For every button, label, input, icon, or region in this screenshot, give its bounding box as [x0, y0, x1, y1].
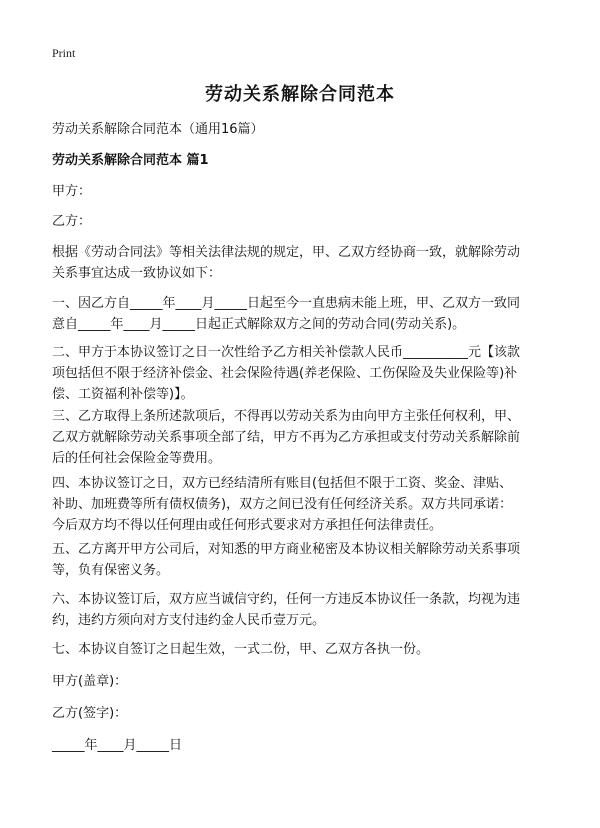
- party-b-signature-label: 乙方(签字)：: [52, 706, 128, 721]
- date-line: _____年____月_____日: [52, 738, 183, 753]
- clause-line: 一、因乙方自_____年____月_____日起至今一直患病未能上班，甲、乙双方一致同: [52, 296, 521, 311]
- clause-line: 四、本协议签订之日，双方已经结清所有账目(包括但不限于工资、奖金、津贴、: [52, 476, 513, 491]
- clause-line: 项包括但不限于经济补偿金、社会保险待遇(养老保险、工伤保险及失业保险等)补: [52, 366, 518, 381]
- clause-1: [52, 293, 552, 335]
- page-title: 劳动关系解除合同范本: [205, 84, 395, 105]
- party-a-label: 甲方：: [52, 184, 92, 199]
- clause-line: 约，违约方须向对方支付违约金人民币壹万元。: [52, 613, 326, 628]
- clause-line: 等，负有保密义务。: [52, 563, 170, 578]
- clause-3: [52, 406, 552, 469]
- clause-line: 五、乙方离开甲方公司后，对知悉的甲方商业秘密及本协议相关解除劳动关系事项: [52, 542, 521, 557]
- clause-line: 后的任何社会保险金等费用。: [52, 451, 222, 466]
- document-subtitle: 劳动关系解除合同范本（通用16篇）: [52, 122, 264, 137]
- clause-2: [52, 342, 552, 405]
- clause-4: [52, 473, 552, 536]
- clause-line: 意自_____年____月_____日起正式解除双方之间的劳动合同(劳动关系)。: [52, 317, 466, 332]
- clause-line: 六、本协议签订后，双方应当诚信守约，任何一方违反本协议任一条款，均视为违: [52, 592, 521, 607]
- clause-line: 乙双方就解除劳动关系事项全部了结，甲方不再为乙方承担或支付劳动关系解除前: [52, 430, 521, 445]
- clause-line: 偿、工资福利补偿等)】。: [52, 387, 194, 402]
- clause-line: 补助、加班费等所有债权债务)，双方之间已没有任何经济关系。双方共同承诺：: [52, 497, 513, 512]
- party-a-seal-label: 甲方(盖章)：: [52, 674, 128, 689]
- intro-paragraph: [52, 242, 552, 284]
- print-link[interactable]: Print: [52, 46, 76, 60]
- clause-5: [52, 539, 552, 581]
- clause-line: 今后双方均不得以任何理由或任何形式要求对方承担任何法律责任。: [52, 518, 443, 533]
- clause-7: 七、本协议自签订之日起生效，一式二份，甲、乙双方各执一份。: [52, 642, 430, 657]
- intro-line: 关系事宜达成一致协议如下：: [52, 266, 222, 281]
- section-heading: 劳动关系解除合同范本 篇1: [52, 153, 209, 168]
- clause-6: [52, 589, 552, 631]
- intro-line: 根据《劳动合同法》等相关法律法规的规定，甲、乙双方经协商一致，就解除劳动: [52, 245, 521, 260]
- party-b-label: 乙方：: [52, 214, 92, 229]
- clause-line: 三、乙方取得上条所述款项后，不得再以劳动关系为由向甲方主张任何权利，甲、: [52, 409, 521, 424]
- clause-line: 二、甲方于本协议签订之日一次性给予乙方相关补偿款人民币__________元【该款: [52, 345, 521, 360]
